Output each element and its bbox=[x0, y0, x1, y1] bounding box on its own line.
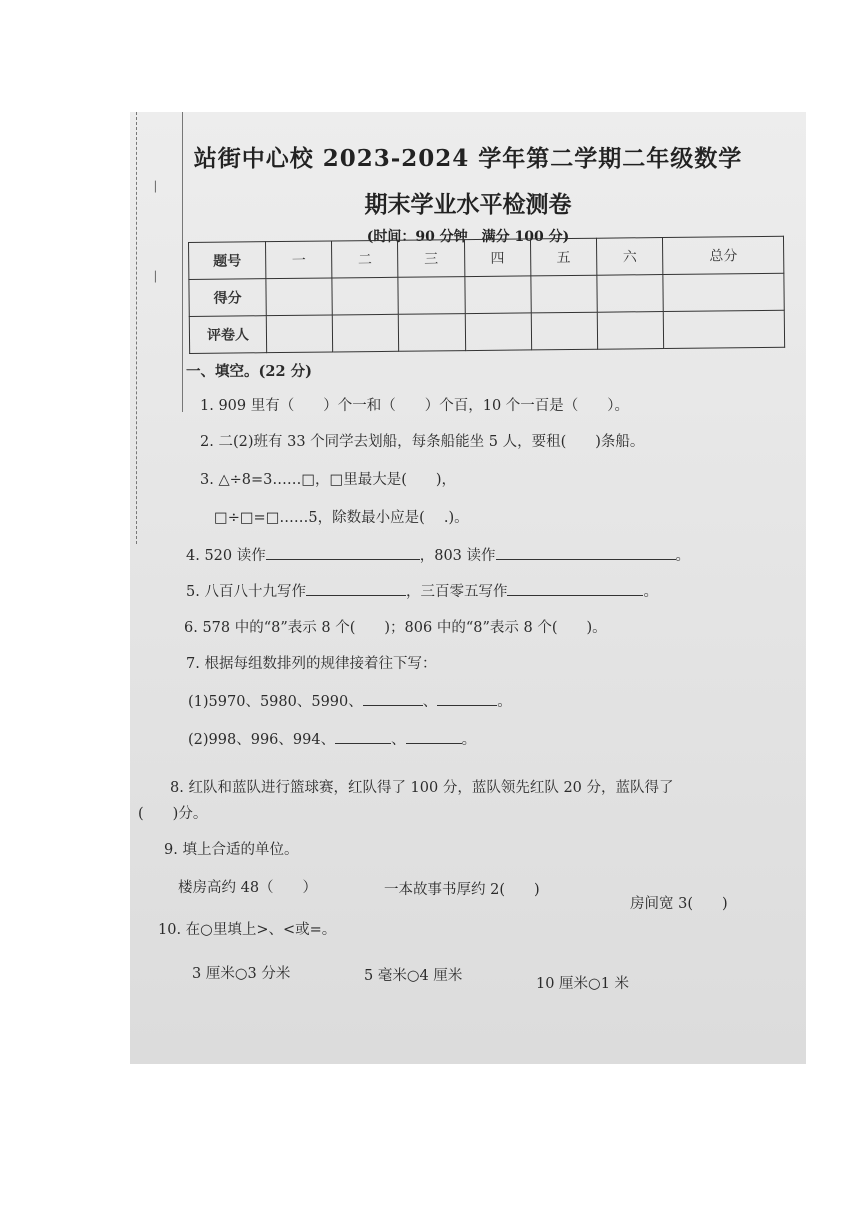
question-6: 6. 578 中的“8”表示 8 个( )；806 中的“8”表示 8 个( )。 bbox=[184, 620, 607, 636]
score-cell[interactable] bbox=[332, 277, 399, 315]
header-cell: 四 bbox=[464, 239, 531, 277]
binding-mark: ▕ bbox=[148, 182, 156, 193]
question-3b: □÷□=□……5，除数最小应是( .)。 bbox=[214, 510, 469, 526]
score-cell[interactable] bbox=[464, 276, 531, 314]
answer-blank[interactable] bbox=[266, 545, 420, 560]
question-8: 8. 红队和蓝队进行篮球赛，红队得了 100 分，蓝队领先红队 20 分，蓝队得了 bbox=[170, 780, 674, 796]
section-heading: 一、填空。(22 分) bbox=[186, 363, 312, 380]
answer-blank[interactable] bbox=[406, 729, 462, 744]
question-9b: 一本故事书厚约 2( ) bbox=[384, 882, 540, 898]
exam-title: 站街中心校 2023-2024 学年第二学期二年级数学 bbox=[193, 145, 743, 172]
exam-subtitle: 期末学业水平检测卷 bbox=[364, 191, 572, 218]
question-10b: 5 毫米○4 厘米 bbox=[364, 968, 463, 984]
answer-blank[interactable] bbox=[363, 691, 423, 706]
score-table-header bbox=[189, 236, 784, 279]
question-4-end: 。 bbox=[675, 548, 691, 564]
header-cell: 三 bbox=[398, 240, 465, 278]
exam-photo bbox=[130, 112, 806, 1064]
question-9c: 房间宽 3( ) bbox=[630, 896, 728, 912]
score-cell[interactable] bbox=[531, 275, 598, 313]
question-9a: 楼房高约 48（ ） bbox=[178, 880, 318, 896]
question-1: 1. 909 里有（ ）个一和（ ）个百，10 个一百是（ ）。 bbox=[200, 398, 630, 414]
score-cell[interactable] bbox=[266, 278, 333, 316]
end-mark: 。 bbox=[497, 694, 512, 710]
end-mark: 。 bbox=[461, 732, 477, 748]
header-cell: 二 bbox=[332, 240, 399, 278]
score-cell[interactable] bbox=[663, 273, 784, 311]
question-4-part2: ，803 读作 bbox=[419, 548, 496, 564]
question-7: 7. 根据每组数排列的规律接着往下写： bbox=[186, 656, 437, 672]
answer-blank[interactable] bbox=[437, 691, 497, 706]
answer-blank[interactable] bbox=[507, 581, 643, 596]
answer-blank[interactable] bbox=[335, 729, 391, 744]
question-10a: 3 厘米○3 分米 bbox=[192, 966, 291, 982]
grader-cell[interactable] bbox=[531, 312, 598, 350]
question-2: 2. 二(2)班有 33 个同学去划船，每条船能坐 5 人，要租( )条船。 bbox=[200, 434, 645, 450]
grader-cell[interactable] bbox=[663, 310, 784, 348]
header-cell: 题号 bbox=[189, 242, 266, 280]
binding-mark: ▕ bbox=[148, 272, 156, 283]
answer-blank[interactable] bbox=[496, 545, 676, 560]
separator: 、 bbox=[422, 694, 438, 710]
score-cell[interactable] bbox=[398, 277, 465, 315]
header-cell: 六 bbox=[596, 238, 663, 276]
question-3a: 3. △÷8=3……□，□里最大是( )， bbox=[200, 472, 457, 488]
answer-blank[interactable] bbox=[306, 581, 406, 596]
question-5-part2: ，三百零五写作 bbox=[405, 584, 508, 600]
grader-row bbox=[189, 310, 784, 353]
grader-cell[interactable] bbox=[332, 314, 399, 352]
grader-cell[interactable] bbox=[597, 312, 664, 350]
score-cell[interactable] bbox=[597, 275, 664, 313]
header-cell: 五 bbox=[530, 238, 597, 276]
question-5-part1: 5. 八百八十九写作 bbox=[186, 584, 306, 600]
score-table bbox=[188, 236, 785, 354]
header-cell: 一 bbox=[266, 241, 333, 279]
header-cell: 总分 bbox=[663, 236, 784, 274]
question-5-end: 。 bbox=[643, 584, 658, 600]
question-4-part1: 4. 520 读作 bbox=[186, 548, 266, 564]
separator: 、 bbox=[391, 732, 406, 748]
question-10c: 10 厘米○1 米 bbox=[536, 976, 630, 992]
binding-line bbox=[136, 112, 137, 544]
grader-cell[interactable] bbox=[465, 313, 532, 351]
question-7-1-seq: (1)5970、5980、5990、 bbox=[188, 694, 363, 710]
question-7-1 bbox=[188, 690, 512, 711]
score-row bbox=[189, 273, 784, 316]
question-7-2-seq: (2)998、996、994、 bbox=[188, 732, 336, 748]
question-5 bbox=[186, 580, 658, 601]
question-8-answer: ( )分。 bbox=[138, 806, 208, 822]
row-label: 得分 bbox=[189, 279, 266, 317]
question-9: 9. 填上合适的单位。 bbox=[164, 842, 299, 858]
row-label: 评卷人 bbox=[189, 316, 266, 354]
grader-cell[interactable] bbox=[399, 314, 466, 352]
question-10: 10. 在○里填上>、<或=。 bbox=[158, 922, 337, 938]
exam-time-info: (时间：90 分钟 满分 100 分) bbox=[366, 229, 570, 245]
grader-cell[interactable] bbox=[266, 315, 333, 353]
question-7-2 bbox=[188, 728, 476, 749]
question-4 bbox=[186, 544, 690, 565]
